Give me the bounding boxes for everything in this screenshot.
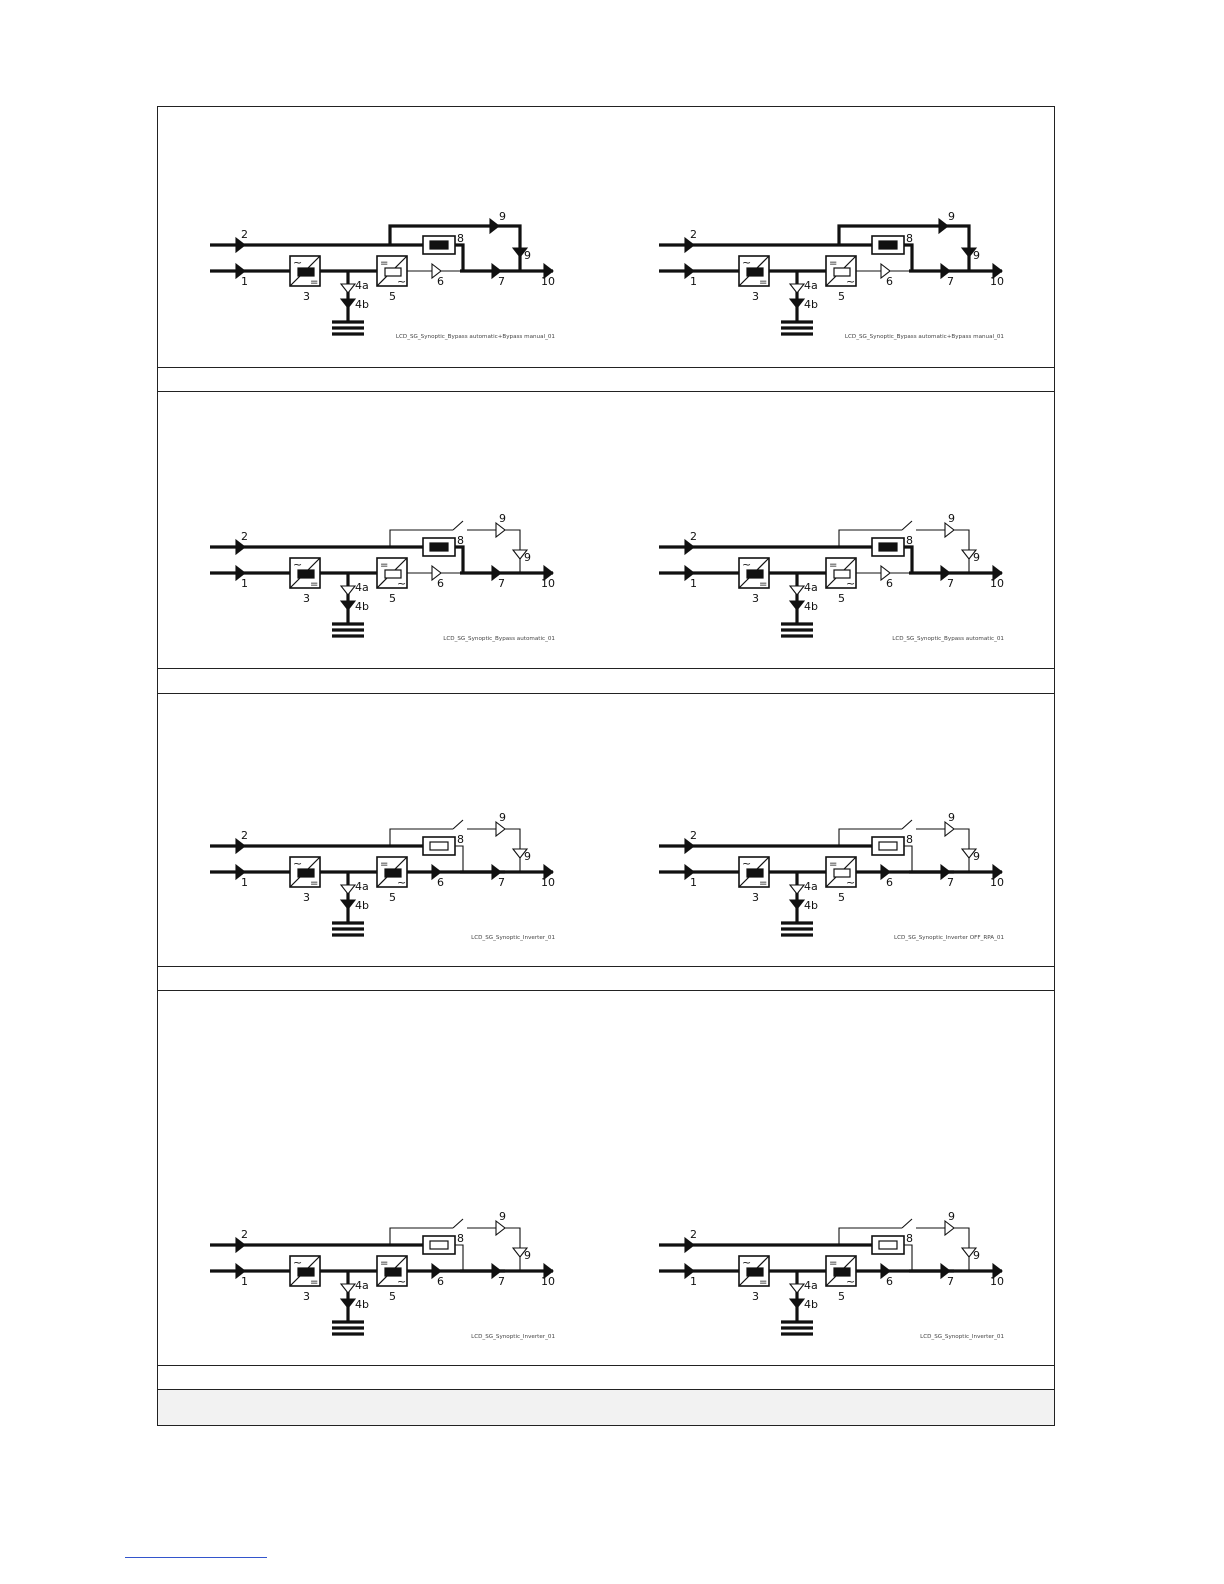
label-7: 7 — [947, 577, 954, 590]
label-3: 3 — [752, 592, 759, 605]
converter-block — [747, 268, 763, 276]
label-7: 7 — [947, 275, 954, 288]
arrow-4a — [790, 586, 804, 595]
label-7: 7 — [947, 1275, 954, 1288]
static-switch-output — [904, 245, 912, 271]
arrow-4b — [341, 601, 355, 610]
label-9-top: 9 — [948, 512, 955, 525]
static-switch-block — [879, 543, 897, 551]
label-9-side: 9 — [973, 551, 980, 564]
synoptic-diagram — [205, 507, 565, 647]
label-1: 1 — [690, 275, 697, 288]
converter-block — [298, 570, 314, 578]
footnote-separator — [125, 1557, 267, 1558]
synoptic-diagram — [205, 1205, 565, 1345]
label-10: 10 — [990, 275, 1004, 288]
arrow-4a — [341, 284, 355, 293]
static-switch-block — [879, 1241, 897, 1249]
label-4b: 4b — [355, 298, 369, 311]
label-8: 8 — [906, 232, 913, 245]
label-5: 5 — [838, 891, 845, 904]
synoptic-diagram — [205, 205, 565, 345]
label-6: 6 — [437, 876, 444, 889]
dc-symbol: = — [829, 258, 838, 269]
static-switch-output — [904, 547, 912, 573]
label-5: 5 — [838, 1290, 845, 1303]
inverter-5 — [377, 1256, 407, 1288]
arrow-4b — [341, 1299, 355, 1308]
arrow-9-top — [496, 822, 505, 836]
label-7: 7 — [498, 577, 505, 590]
static-switch-block — [430, 842, 448, 850]
label-9-side: 9 — [973, 850, 980, 863]
label-9-top: 9 — [499, 1210, 506, 1223]
manual-bypass-switch — [453, 1219, 463, 1228]
label-4b: 4b — [355, 899, 369, 912]
label-3: 3 — [303, 592, 310, 605]
ac-symbol: ~ — [846, 275, 856, 288]
label-7: 7 — [498, 275, 505, 288]
converter-block — [298, 268, 314, 276]
label-7: 7 — [498, 876, 505, 889]
label-8: 8 — [457, 534, 464, 547]
arrow-9-top — [939, 219, 948, 233]
label-4b: 4b — [804, 600, 818, 613]
static-switch-block — [430, 543, 448, 551]
label-2: 2 — [690, 1228, 697, 1241]
label-10: 10 — [990, 577, 1004, 590]
label-8: 8 — [906, 833, 913, 846]
static-switch-output — [455, 245, 463, 271]
label-2: 2 — [241, 1228, 248, 1241]
label-9-side: 9 — [524, 1249, 531, 1262]
label-8: 8 — [457, 232, 464, 245]
row-divider — [158, 966, 1054, 991]
arrow-9-top — [945, 822, 954, 836]
inverter-5 — [826, 256, 856, 288]
label-9-side: 9 — [524, 850, 531, 863]
label-9-top: 9 — [499, 811, 506, 824]
ac-symbol: ~ — [846, 1275, 856, 1288]
static-switch-block — [879, 842, 897, 850]
ac-symbol: ~ — [742, 558, 752, 571]
dc-symbol: = — [310, 878, 319, 889]
converter-block — [747, 869, 763, 877]
diagram-caption: LCD_SG_Synoptic_Bypass automatic_01 — [892, 636, 1004, 642]
arrow-4b — [790, 601, 804, 610]
rectifier-3 — [290, 857, 320, 889]
label-9-top: 9 — [499, 210, 506, 223]
row-divider — [158, 1365, 1054, 1391]
inverter-5 — [826, 1256, 856, 1288]
label-4a: 4a — [355, 1279, 369, 1292]
arrow-4a — [790, 885, 804, 894]
label-2: 2 — [241, 829, 248, 842]
arrow-9-top — [496, 1221, 505, 1235]
ac-symbol: ~ — [742, 1256, 752, 1269]
rectifier-3 — [290, 558, 320, 590]
dc-symbol: = — [759, 277, 768, 288]
arrow-4a — [341, 885, 355, 894]
label-4a: 4a — [355, 880, 369, 893]
arrow-4a — [341, 1284, 355, 1293]
ac-symbol: ~ — [846, 876, 856, 889]
label-6: 6 — [886, 275, 893, 288]
diagram-caption: LCD_SG_Synoptic_Bypass automatic+Bypass manual_01 — [844, 334, 1004, 340]
arrow-4a — [790, 284, 804, 293]
rectifier-3 — [739, 256, 769, 288]
label-2: 2 — [241, 530, 248, 543]
static-switch-output — [904, 846, 912, 872]
static-switch-output — [455, 846, 463, 872]
manual-bypass-switch — [453, 820, 463, 829]
label-9-top: 9 — [499, 512, 506, 525]
ac-symbol: ~ — [742, 857, 752, 870]
label-5: 5 — [389, 290, 396, 303]
dc-symbol: = — [380, 560, 389, 571]
dc-symbol: = — [829, 1258, 838, 1269]
label-3: 3 — [303, 891, 310, 904]
ac-symbol: ~ — [397, 577, 407, 590]
label-5: 5 — [838, 290, 845, 303]
label-10: 10 — [990, 876, 1004, 889]
label-1: 1 — [690, 876, 697, 889]
label-8: 8 — [906, 1232, 913, 1245]
static-switch-output — [455, 547, 463, 573]
label-6: 6 — [437, 275, 444, 288]
label-6: 6 — [437, 577, 444, 590]
dc-symbol: = — [380, 1258, 389, 1269]
label-9-side: 9 — [524, 249, 531, 262]
label-5: 5 — [838, 592, 845, 605]
label-9-top: 9 — [948, 210, 955, 223]
arrow-9-top — [496, 523, 505, 537]
rectifier-3 — [739, 1256, 769, 1288]
arrow-4b — [790, 900, 804, 909]
label-9-top: 9 — [948, 1210, 955, 1223]
label-1: 1 — [241, 876, 248, 889]
label-2: 2 — [690, 829, 697, 842]
arrow-4b — [341, 900, 355, 909]
dc-symbol: = — [759, 579, 768, 590]
diagram-caption: LCD_SG_Synoptic_Inverter_01 — [471, 935, 555, 941]
ac-symbol: ~ — [397, 1275, 407, 1288]
label-3: 3 — [303, 290, 310, 303]
label-3: 3 — [752, 290, 759, 303]
diagram-caption: LCD_SG_Synoptic_Inverter OFF_RPA_01 — [893, 935, 1004, 941]
label-8: 8 — [457, 833, 464, 846]
label-1: 1 — [241, 577, 248, 590]
label-2: 2 — [241, 228, 248, 241]
label-10: 10 — [541, 577, 555, 590]
synoptic-diagram — [654, 806, 1014, 946]
dc-symbol: = — [759, 1277, 768, 1288]
arrow-9-top — [945, 1221, 954, 1235]
static-switch-output — [455, 1245, 463, 1271]
label-1: 1 — [690, 1275, 697, 1288]
label-5: 5 — [389, 592, 396, 605]
dc-symbol: = — [310, 277, 319, 288]
label-6: 6 — [886, 577, 893, 590]
label-9-side: 9 — [973, 249, 980, 262]
label-4a: 4a — [804, 581, 818, 594]
inverter-5 — [377, 256, 407, 288]
manual-bypass-switch — [902, 820, 912, 829]
dc-symbol: = — [310, 579, 319, 590]
arrow-4a — [790, 1284, 804, 1293]
label-4a: 4a — [804, 279, 818, 292]
arrow-4b — [341, 299, 355, 308]
label-4a: 4a — [804, 880, 818, 893]
label-9-side: 9 — [524, 551, 531, 564]
row-divider — [158, 668, 1054, 694]
table-footer — [158, 1389, 1054, 1425]
label-3: 3 — [752, 891, 759, 904]
label-4a: 4a — [804, 1279, 818, 1292]
label-7: 7 — [498, 1275, 505, 1288]
label-7: 7 — [947, 876, 954, 889]
label-4b: 4b — [804, 298, 818, 311]
label-4b: 4b — [355, 1298, 369, 1311]
label-3: 3 — [303, 1290, 310, 1303]
synoptic-diagram — [654, 205, 1014, 345]
arrow-9-top — [490, 219, 499, 233]
label-9-side: 9 — [973, 1249, 980, 1262]
label-3: 3 — [752, 1290, 759, 1303]
inverter-5 — [377, 857, 407, 889]
rectifier-3 — [739, 857, 769, 889]
label-9-top: 9 — [948, 811, 955, 824]
arrow-4b — [790, 299, 804, 308]
ac-symbol: ~ — [742, 256, 752, 269]
dc-symbol: = — [759, 878, 768, 889]
label-6: 6 — [886, 876, 893, 889]
label-2: 2 — [690, 530, 697, 543]
label-1: 1 — [241, 275, 248, 288]
label-6: 6 — [437, 1275, 444, 1288]
inverter-5 — [377, 558, 407, 590]
label-8: 8 — [906, 534, 913, 547]
inverter-5 — [826, 558, 856, 590]
dc-symbol: = — [380, 859, 389, 870]
label-5: 5 — [389, 891, 396, 904]
label-8: 8 — [457, 1232, 464, 1245]
rectifier-3 — [290, 256, 320, 288]
label-10: 10 — [541, 1275, 555, 1288]
label-10: 10 — [541, 876, 555, 889]
static-switch-block — [430, 1241, 448, 1249]
label-1: 1 — [241, 1275, 248, 1288]
ac-symbol: ~ — [846, 577, 856, 590]
dc-symbol: = — [310, 1277, 319, 1288]
arrow-4b — [790, 1299, 804, 1308]
ac-symbol: ~ — [293, 1256, 303, 1269]
static-switch-output — [904, 1245, 912, 1271]
inverter-5 — [826, 857, 856, 889]
manual-bypass-switch — [902, 521, 912, 530]
arrow-9-top — [945, 523, 954, 537]
label-4a: 4a — [355, 279, 369, 292]
converter-block — [747, 1268, 763, 1276]
synoptic-diagram — [654, 1205, 1014, 1345]
row-divider — [158, 367, 1054, 392]
label-4b: 4b — [804, 1298, 818, 1311]
diagram-caption: LCD_SG_Synoptic_Inverter_01 — [471, 1334, 555, 1340]
label-6: 6 — [886, 1275, 893, 1288]
converter-block — [298, 1268, 314, 1276]
converter-block — [747, 570, 763, 578]
label-10: 10 — [990, 1275, 1004, 1288]
static-switch-block — [879, 241, 897, 249]
rectifier-3 — [290, 1256, 320, 1288]
label-2: 2 — [690, 228, 697, 241]
manual-bypass-switch — [453, 521, 463, 530]
ac-symbol: ~ — [293, 558, 303, 571]
manual-bypass-switch — [902, 1219, 912, 1228]
dc-symbol: = — [380, 258, 389, 269]
diagram-caption: LCD_SG_Synoptic_Bypass automatic_01 — [443, 636, 555, 642]
label-4b: 4b — [804, 899, 818, 912]
synoptic-diagram — [654, 507, 1014, 647]
converter-block — [298, 869, 314, 877]
static-switch-block — [430, 241, 448, 249]
ac-symbol: ~ — [397, 876, 407, 889]
label-4a: 4a — [355, 581, 369, 594]
ac-symbol: ~ — [293, 857, 303, 870]
rectifier-3 — [739, 558, 769, 590]
label-1: 1 — [690, 577, 697, 590]
synoptic-diagram — [205, 806, 565, 946]
label-4b: 4b — [355, 600, 369, 613]
dc-symbol: = — [829, 859, 838, 870]
label-5: 5 — [389, 1290, 396, 1303]
arrow-4a — [341, 586, 355, 595]
label-10: 10 — [541, 275, 555, 288]
ac-symbol: ~ — [293, 256, 303, 269]
diagram-caption: LCD_SG_Synoptic_Inverter_01 — [920, 1334, 1004, 1340]
diagram-caption: LCD_SG_Synoptic_Bypass automatic+Bypass manual_01 — [395, 334, 555, 340]
ac-symbol: ~ — [397, 275, 407, 288]
dc-symbol: = — [829, 560, 838, 571]
